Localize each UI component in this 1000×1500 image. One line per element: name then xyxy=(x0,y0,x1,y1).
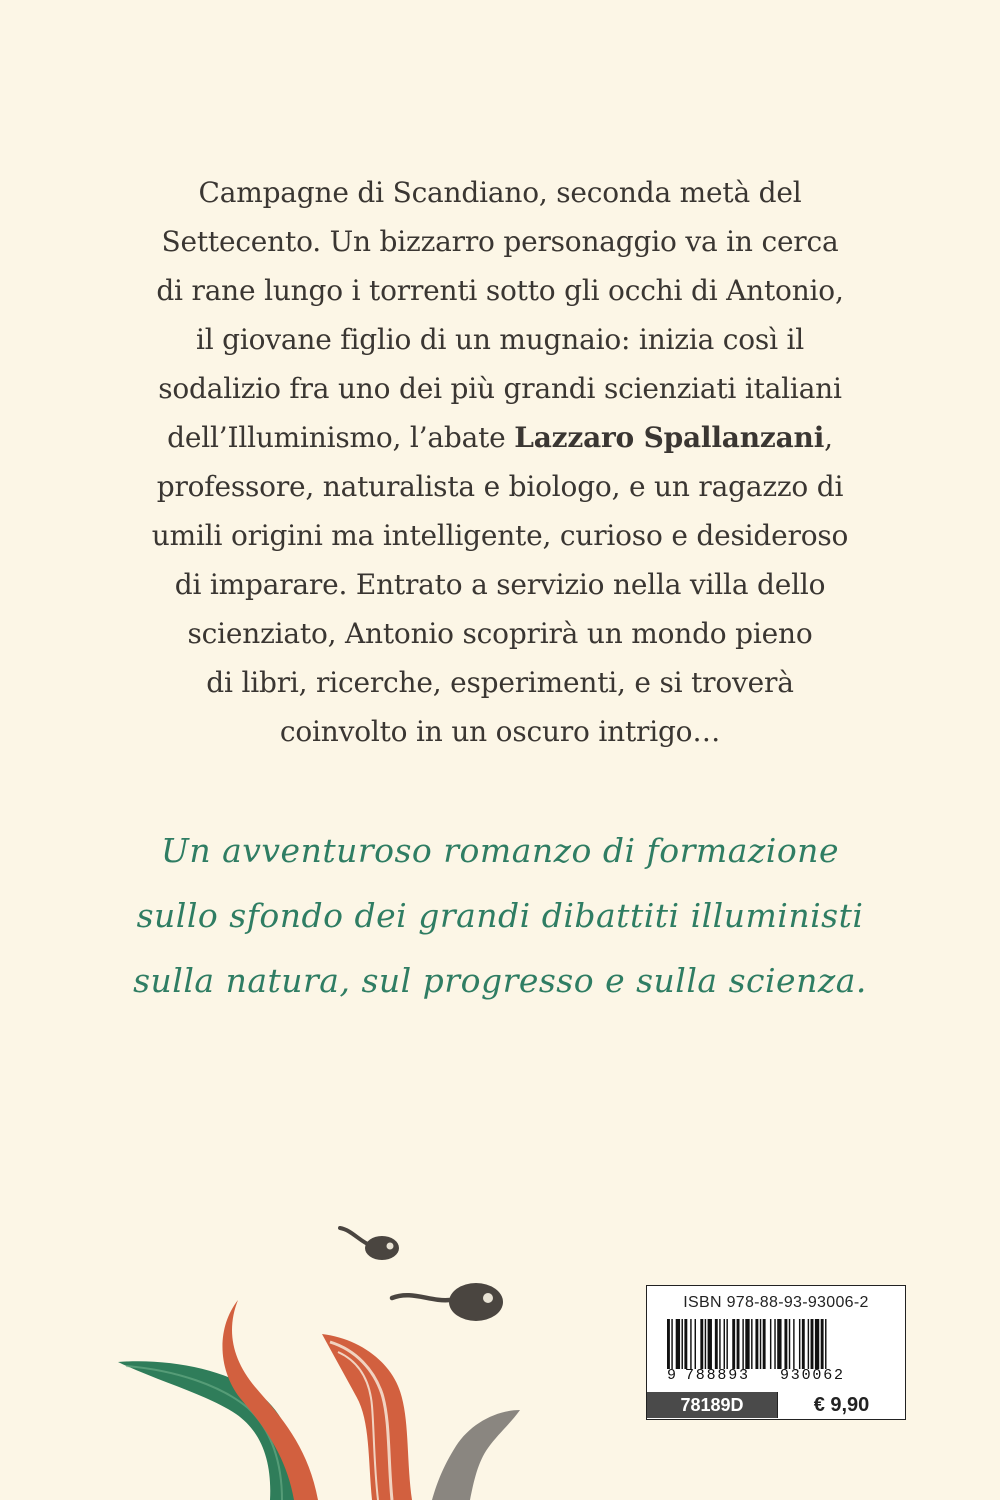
barcode-bar xyxy=(695,1319,696,1369)
barcode-right-digits: 930062 xyxy=(780,1367,845,1384)
barcode-bar xyxy=(751,1319,752,1369)
tagline-line: Un avventuroso romanzo di formazione xyxy=(161,831,839,870)
blurb-line: Settecento. Un bizzarro personaggio va in cerca xyxy=(161,225,839,258)
blurb-line: professore, naturalista e biologo, e un ragazzo di xyxy=(156,470,844,503)
barcode-footer xyxy=(647,1392,905,1418)
blurb-line: umili origini ma intelligente, curioso e desideroso xyxy=(151,519,849,552)
barcode-bar xyxy=(726,1319,727,1369)
blurb-line: coinvolto in un oscuro intrigo… xyxy=(279,715,721,748)
tagline-line: sulla natura, sul progresso e sulla scienza. xyxy=(133,961,867,1000)
product-code: 78189D xyxy=(647,1392,777,1418)
tagline-line: sullo sfondo dei grandi dibattiti illuministi xyxy=(136,896,864,935)
barcode-bar xyxy=(799,1319,800,1369)
blurb-text: dell’Illuminismo, l’abate xyxy=(167,421,515,454)
back-cover-blurb xyxy=(100,168,900,756)
blurb-line: scienziato, Antonio scoprirà un mondo pieno xyxy=(187,617,813,650)
tadpole-icon xyxy=(392,1283,503,1321)
barcode-bar xyxy=(770,1319,771,1369)
seaweed-orange-striped xyxy=(322,1334,412,1500)
barcode-bar xyxy=(682,1319,683,1369)
barcode-bar xyxy=(671,1319,672,1369)
barcode-bar xyxy=(715,1319,718,1369)
barcode-bar xyxy=(774,1319,775,1369)
tadpole-icon xyxy=(340,1228,399,1260)
blurb-line: sodalizio fra uno dei più grandi scienziati italiani xyxy=(158,372,842,405)
barcode-bar xyxy=(690,1319,691,1369)
barcode-bar xyxy=(737,1319,740,1369)
barcode-bar xyxy=(760,1319,761,1369)
isbn-label: ISBN 978-88-93-93006-2 xyxy=(683,1294,869,1311)
blurb-line: di libri, ricerche, esperimenti, e si troverà xyxy=(206,666,794,699)
barcode-bar xyxy=(742,1319,743,1369)
barcode-bar xyxy=(825,1319,826,1369)
blurb-line: Campagne di Scandiano, seconda metà del xyxy=(198,176,802,209)
barcode-bar xyxy=(705,1319,706,1369)
barcode-bar xyxy=(789,1319,790,1369)
barcode-image xyxy=(667,1319,885,1369)
seaweed-tadpole-illustration xyxy=(0,1210,620,1500)
barcode-bar xyxy=(724,1319,725,1369)
barcode-bar xyxy=(755,1319,758,1369)
author-subject-name: Lazzaro Spallanzani xyxy=(514,421,825,454)
barcode-bar xyxy=(777,1319,781,1369)
barcode-bar xyxy=(684,1319,687,1369)
barcode-bar xyxy=(802,1319,805,1369)
barcode-bar xyxy=(793,1319,794,1369)
barcode-left-digits: 788893 xyxy=(685,1367,750,1384)
blurb-line: di rane lungo i torrenti sotto gli occhi di Antonio, xyxy=(156,274,844,307)
blurb-line xyxy=(100,413,900,462)
barcode-bar xyxy=(821,1319,824,1369)
barcode-bar xyxy=(745,1319,749,1369)
blurb-line: di imparare. Entrato a servizio nella villa dello xyxy=(174,568,826,601)
barcode-bar xyxy=(811,1319,814,1369)
tagline xyxy=(100,818,900,1013)
barcode-bar xyxy=(708,1319,712,1369)
blurb-line: il giovane figlio di un mugnaio: inizia così il xyxy=(195,323,805,356)
barcode-bar xyxy=(676,1319,680,1369)
barcode-bar xyxy=(784,1319,787,1369)
barcode-bar xyxy=(719,1319,720,1369)
barcode-bar xyxy=(700,1319,703,1369)
barcode-bar xyxy=(763,1319,766,1369)
barcode-first-digit: 9 xyxy=(667,1367,678,1384)
barcode-bar xyxy=(808,1319,809,1369)
barcode-bar xyxy=(815,1319,819,1369)
price: € 9,90 xyxy=(777,1392,905,1418)
barcode-bar xyxy=(732,1319,735,1369)
barcode-bar xyxy=(667,1319,670,1369)
blurb-text: , xyxy=(824,421,833,454)
isbn-barcode-box xyxy=(646,1285,906,1420)
seaweed-grey xyxy=(432,1410,520,1500)
